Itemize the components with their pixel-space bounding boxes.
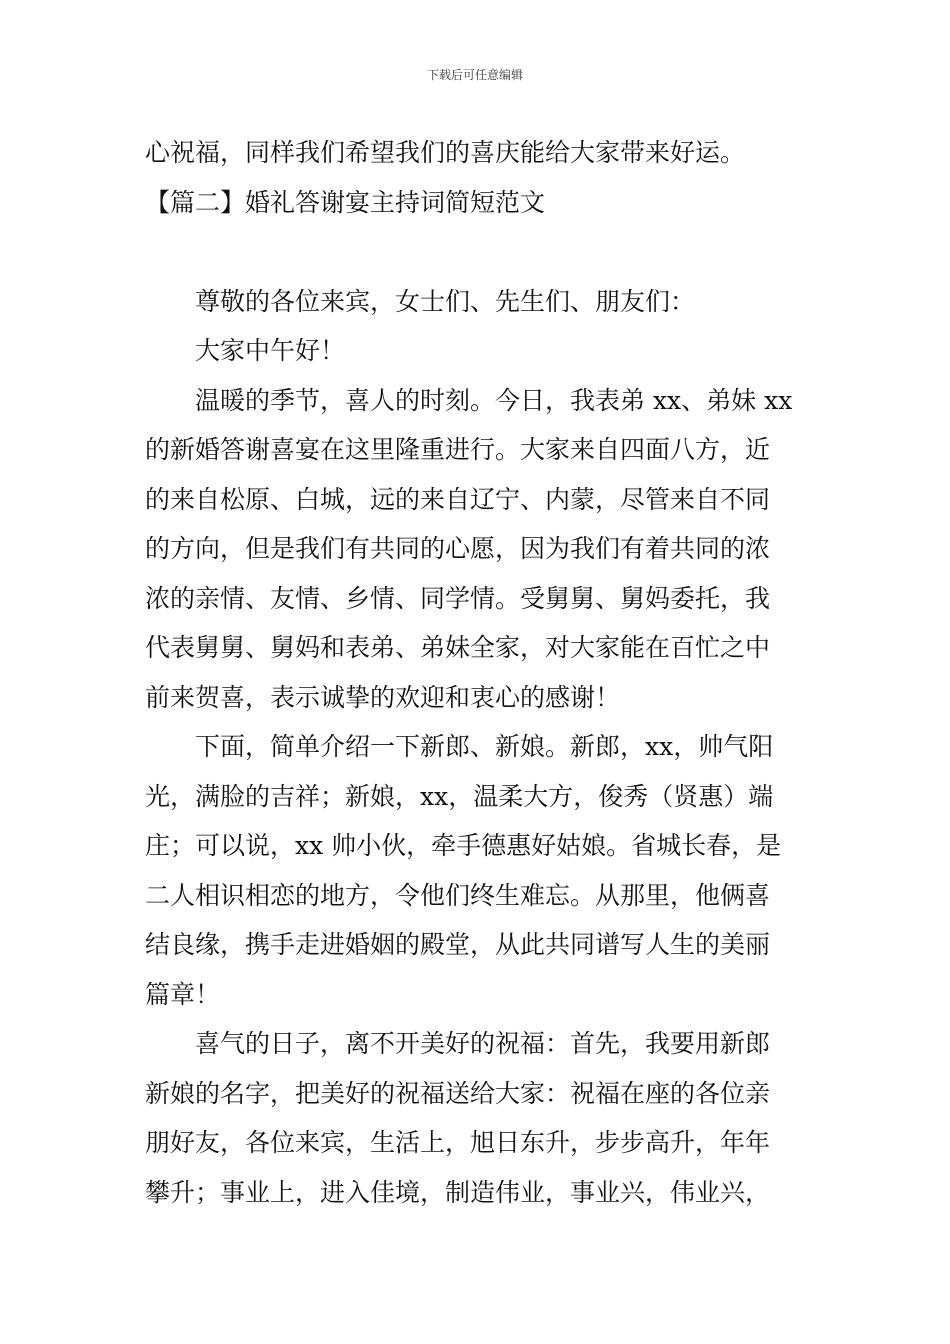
section-heading: 【篇二】婚礼答谢宴主持词简短范文 xyxy=(145,187,546,217)
salutation: 尊敬的各位来宾，女士们、先生们、朋友们： xyxy=(195,286,696,316)
paragraph-line: 的来自松原、白城，远的来自辽宁、内蒙，尽管来自不同 xyxy=(145,484,771,514)
paragraph-line: 篇章！ xyxy=(145,979,221,1009)
document-body xyxy=(145,128,810,1217)
greeting: 大家中午好！ xyxy=(195,336,346,365)
paragraph-line: 庄；可以说，xx 帅小伙，牵手德惠好姑娘。省城长春，是 xyxy=(145,831,782,860)
paragraph-line: 的新婚答谢喜宴在这里隆重进行。大家来自四面八方，近 xyxy=(145,435,771,464)
paragraph-line: 代表舅舅、舅妈和表弟、弟妹全家，对大家能在百忙之中 xyxy=(145,633,771,662)
paragraph-line: 温暖的季节，喜人的时刻。今日，我表弟 xx、弟妹 xx xyxy=(195,385,793,415)
paragraph-line: 的方向，但是我们有共同的心愿，因为我们有着共同的浓 xyxy=(145,534,771,563)
paragraph-line: 喜气的日子，离不开美好的祝福：首先，我要用新郎 xyxy=(195,1029,771,1058)
paragraph-line: 二人相识相恋的地方，令他们终生难忘。从那里，他俩喜 xyxy=(145,880,771,910)
paragraph-line: 浓的亲情、友情、乡情、同学情。受舅舅、舅妈委托，我 xyxy=(145,583,771,613)
paragraph-line: 攀升；事业上，进入佳境，制造伟业，事业兴，伟业兴， xyxy=(145,1177,771,1207)
paragraph-line: 光，满脸的吉祥；新娘，xx，温柔大方，俊秀（贤惠）端 xyxy=(145,781,774,811)
blank-line xyxy=(145,227,810,277)
text-line: 心祝福，同样我们希望我们的喜庆能给大家带来好运。 xyxy=(145,138,746,167)
paragraph-line: 下面，简单介绍一下新郎、新娘。新郎，xx，帅气阳 xyxy=(195,732,774,761)
paragraph-line: 新娘的名字，把美好的祝福送给大家：祝福在座的各位亲 xyxy=(145,1078,771,1108)
paragraph-line: 前来贺喜，表示诚挚的欢迎和衷心的感谢！ xyxy=(145,682,621,712)
paragraph-line: 结良缘，携手走进婚姻的殿堂，从此共同谱写人生的美丽 xyxy=(145,930,771,959)
paragraph-line: 朋好友，各位来宾，生活上，旭日东升，步步高升，年年 xyxy=(145,1128,771,1157)
page-header-note: 下载后可任意编辑 xyxy=(426,68,523,82)
